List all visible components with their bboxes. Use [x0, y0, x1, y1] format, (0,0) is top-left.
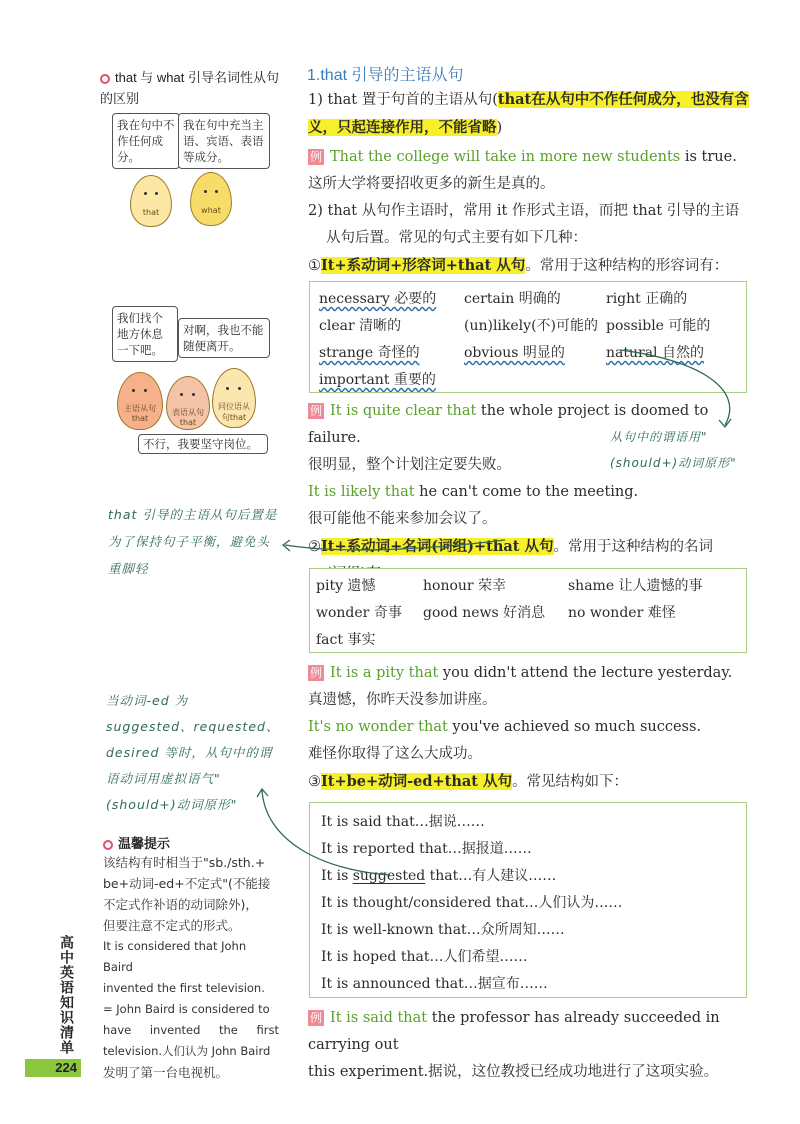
egg-character-subject: 主语从句that	[117, 372, 163, 430]
example-badge: 例	[310, 150, 323, 164]
handwritten-note-subjunctive: 当动词-ed 为 suggested、requested、desired 等时，从句中的谓语动词用虚拟语气"(should+)动词原形"	[106, 693, 280, 812]
handwritten-note-should: 从句中的谓语用"(should+)动词原形"	[610, 430, 737, 470]
adjective-box: necessary 必要的 certain 明确的 right 正确的 clear 清晰的 (un)likely(不)可能的 possible 可能的 strange 奇怪的 obvious 明显的 natural 自然的 important 重要的	[309, 281, 747, 393]
page-number: 224	[25, 1059, 81, 1077]
example-badge: 例	[310, 1011, 323, 1025]
egg-character-what: what	[190, 172, 232, 226]
tip-body: 该结构有时相当于"sb./sth.+ be+动词-ed+不定式"(不能接 不定式作补语的动词除外)， 但要注意不定式的形式。 It is considered that John Baird invented the first television. = John Baird is considered to have invented the first television.人们认为 John Baird 发明了第一台电视机。	[103, 855, 279, 1080]
examples-block-2: 例 It is a pity that you didn't attend the lecture yesterday. 真遗憾，你昨天没参加讲座。 It's no wonder that you've achieved so much success. 难怪你取得了这么大成功。 ③It+be+动词-ed+that 从句。常见结构如下：	[308, 665, 733, 790]
speech-bubble-leave: 对啊，我也不能随便离开。	[178, 318, 270, 358]
speech-bubble-that: 我在句中不作任何成分。	[112, 113, 180, 169]
egg-character-predicative: 表语从句that	[166, 376, 210, 430]
sidebar-heading: that 与 what 引导名词性从句的区别	[100, 70, 279, 106]
egg-character-appositive: 同位语从句that	[212, 368, 256, 428]
example-badge: 例	[310, 666, 323, 680]
example-badge: 例	[310, 404, 323, 418]
handwritten-note-balance: that 引导的主语从句后置是为了保持句子平衡，避免头重脚轻	[108, 507, 278, 576]
main-content: 1) that 置于句首的主语从句(that在从句中不作任何成分，也没有含义，只起连接作用，不能省略) 例 That the college will take in more new students is true. 这所大学将要招收更多的新生是真的。 2) that 从句作主语时，常用 it 作形式主语，而把 that 引导的主语 从句后置。常见的句式主要有如下几种： ①It+系动词+形容词+that 从句。常用于这种结构的形容词有：	[308, 91, 749, 274]
passive-structure-box: It is said that…据说…… It is reported that…据报道…… It is suggested that…有人建议…… It is thought/considered that…人们认为…… It is well-known that…众所周知…… It is hoped that…人们希望…… It is announced that…据宣布……	[309, 802, 747, 998]
book-title-vertical: 高中英语知识清单	[58, 935, 74, 1055]
speech-bubble-what: 我在句中充当主语、宾语、表语等成分。	[178, 113, 270, 169]
noun-box: pity 遗憾 honour 荣幸 shame 让人遗憾的事 wonder 奇事 good news 好消息 no wonder 难怪 fact 事实	[309, 568, 747, 653]
speech-bubble-stay: 不行，我要坚守岗位。	[138, 434, 268, 454]
examples-block-3: 例 It is said that the professor has already succeeded in carrying out this experiment.据说，这位教授已经成功地进行了这项实验。	[308, 1010, 720, 1080]
tip-title: 温馨提示	[103, 833, 170, 852]
egg-character-that: that	[130, 175, 172, 227]
examples-block-1: 例 It is quite clear that the whole project is doomed to failure. 很明显，整个计划注定要失败。 It is likely that he can't come to the meeting. 很可能他不能来参加会议了。 ②It+系动词+名词(词组)+that 从句。常用于这种结构的名词	[308, 403, 714, 555]
section-title: 1.that 引导的主语从句	[307, 67, 464, 84]
speech-bubble-rest: 我们找个地方休息一下吧。	[112, 306, 178, 362]
